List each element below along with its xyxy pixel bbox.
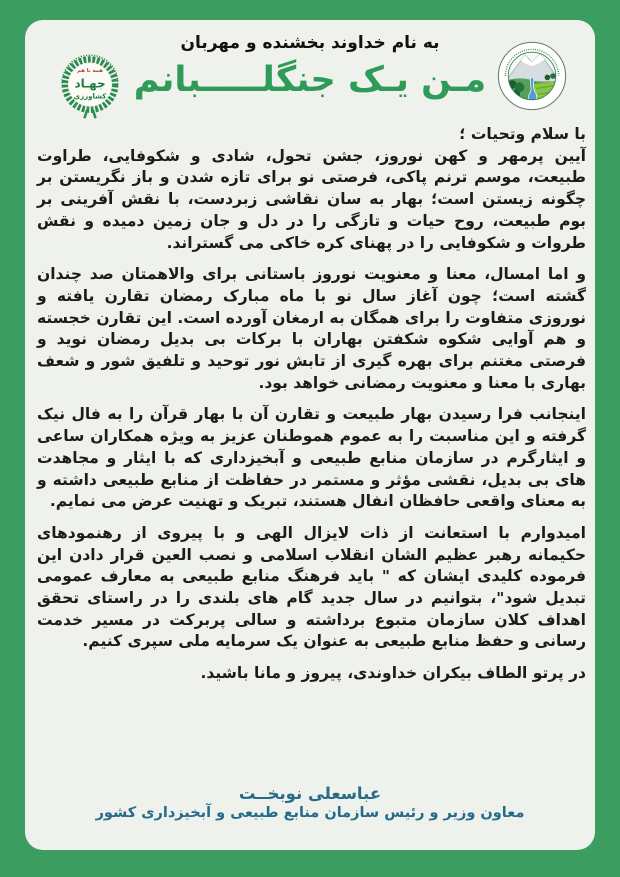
signature-title: معاون وزیر و رئیس سازمان منابع طبیعی و آبخیزداری کشور xyxy=(95,805,525,821)
paragraph-3: اینجانب فرا رسیدن بهار طبیعت و تقارن آن با بهار قرآن را به فال نیک گرفته و این مناسبت را به عموم هموطنان عزیز به ویژه همکاران ساعی و ایثارگرم در سازمان منابع طبیعی و آبخیزداری که با ایثار و مجاهدت های بی بدیل، نقشی مؤثر و مستمر در حفاظت از منابع طبیعی داشته و به معنای واقعی حافظان انفال هستند، تبریک و تهنیت عرض می نمایم. xyxy=(37,405,586,511)
logo-left-sub-text: کشاورزی xyxy=(73,92,107,101)
wheat-wreath-icon xyxy=(55,46,125,126)
letter-title: مـن یـک جنگلـــــبانم xyxy=(133,60,487,100)
signature-block xyxy=(25,784,595,823)
closing-line: در پرتو الطاف بیکران خداوندی، پیروز و مانا باشید. xyxy=(200,664,586,683)
greeting-line: با سلام وتحیات ؛ xyxy=(459,125,586,143)
paragraph-2: و اما امسال، معنا و معنویت نوروز باستانی برای والاهمتان صد چندان گشته است؛ چون آغاز سال نو با ماه مبارک رمضان تقارن یافته و نوروزی متفاوت را برای همگان به ارمغان آورده است. این تقارن خجسته و هم آوایی شکوه شکفتن بهاران با برکات بی بدیل رمضان نوید و فرصتی مغتنم برای بهره گیری از تابش نور توحید و تلفیق شور و شعف بهاری با معنا و معنویت رمضانی خواهد بود. xyxy=(37,265,586,392)
natural-resources-logo xyxy=(497,40,567,112)
logo-left-top-text: همه با هم xyxy=(77,68,103,74)
logo-left-main-text: جهـاد xyxy=(74,76,106,91)
paragraph-4: امیدوارم با استعانت از ذات لایزال الهی و با پیروی از رهنمودهای حکیمانه رهبر عظیم الشان انقلاب اسلامی و نصب العین قرار دادن این فرموده کلیدی ایشان که " باید فرهنگ منابع طبیعی به معارف عمومی تبدیل شود"، بتوانیم در سال جدید گام های بلندی را در راستای تحقق اهداف کلان سازمان متبوع برداشته و سالی پربرکت در مسیر خدمت رسانی و حفظ منابع طبیعی به عنوان یک سرمایه ملی سپری کنیم. xyxy=(37,523,586,651)
letter-body xyxy=(37,124,586,685)
paragraph-1: آیین پرمهر و کهن نوروز، جشن تحول، شادی و شکوفایی، طراوت طبیعت، موسم ترنم پاکی، فرصتی نو برای تازه شدن و باز نگریستن بر چگونه زیستن است؛ بهار به سان نقاشی زبردست، با نقش آفرینی بر بوم طبیعت، روح حیات و تازگی را در دل و جان زمین دمیده و نقش طروات و شکوفایی را در پهنای کره خاکی می گستراند. xyxy=(37,146,586,252)
mountain-landscape-icon xyxy=(497,40,567,112)
bismillah-text: به نام خداوند بخشنده و مهربان xyxy=(180,33,440,53)
letter-card xyxy=(25,20,595,850)
signature-name: عباسعلی نوبخــت xyxy=(238,784,382,803)
jahad-agriculture-logo xyxy=(55,46,125,126)
